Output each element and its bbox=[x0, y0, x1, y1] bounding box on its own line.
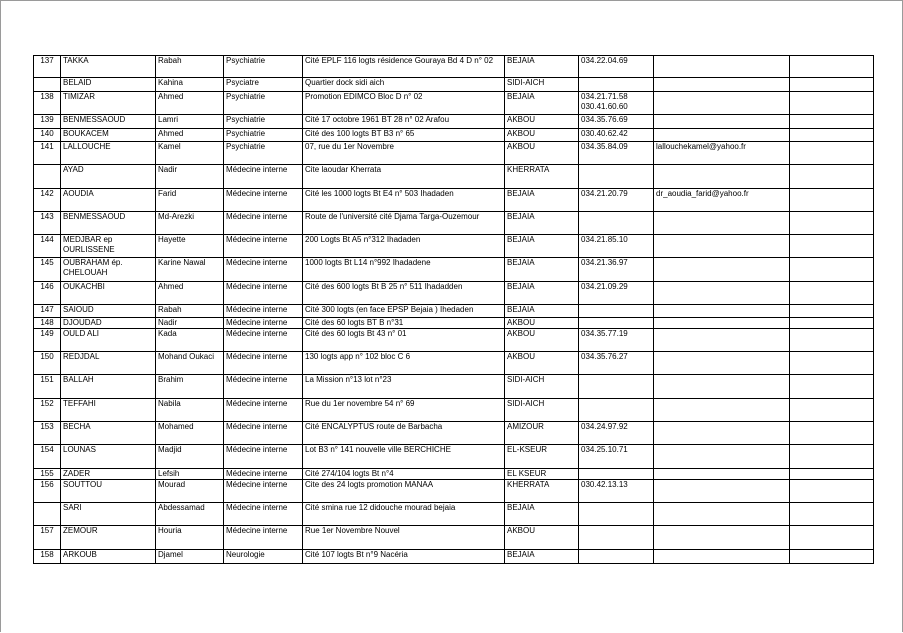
phone-primary: 034.21.20.79 bbox=[581, 189, 628, 198]
row-number-cell: 157 bbox=[34, 526, 61, 550]
email-cell bbox=[654, 115, 790, 129]
empty-cell-cell bbox=[790, 422, 874, 445]
specialty-cell: Médecine interne bbox=[224, 189, 303, 212]
first-name-cell: Lefsih bbox=[156, 469, 224, 480]
address-cell: Rue du 1er novembre 54 n° 69 bbox=[303, 399, 505, 422]
email-cell bbox=[654, 329, 790, 352]
row-number-cell: 147 bbox=[34, 305, 61, 318]
email-cell bbox=[654, 92, 790, 115]
email-cell bbox=[654, 305, 790, 318]
table-row bbox=[34, 550, 874, 564]
row-number-cell: 141 bbox=[34, 142, 61, 165]
row-number-cell: 153 bbox=[34, 422, 61, 445]
address-cell: Promotion EDIMCO Bloc D n° 02 bbox=[303, 92, 505, 115]
city-cell: BEJAIA bbox=[505, 235, 579, 258]
email-cell bbox=[654, 56, 790, 78]
phone-primary: 034.35.76.27 bbox=[581, 352, 628, 361]
table-row bbox=[34, 92, 874, 115]
email-cell: dr_aoudia_farid@yahoo.fr bbox=[654, 189, 790, 212]
table-row bbox=[34, 375, 874, 399]
address-cell: Cité des 60 logts BT B n°31 bbox=[303, 318, 505, 329]
specialty-cell: Psychiatrie bbox=[224, 142, 303, 165]
address-cell: Cite des 24 logts promotion MANAA bbox=[303, 480, 505, 503]
table-row bbox=[34, 56, 874, 78]
table-row bbox=[34, 129, 874, 142]
city-cell: AKBOU bbox=[505, 129, 579, 142]
row-number-cell: 144 bbox=[34, 235, 61, 258]
first-name-cell: Abdessamad bbox=[156, 503, 224, 526]
table-row bbox=[34, 480, 874, 503]
phone-cell bbox=[579, 129, 654, 142]
address-cell: Cité les 1000 logts Bt E4 n° 503 Ihadaden bbox=[303, 189, 505, 212]
row-number-cell: 150 bbox=[34, 352, 61, 375]
address-cell: Lot B3 n° 141 nouvelle ville BERCHICHE bbox=[303, 445, 505, 469]
address-cell: 200 Logts Bt A5 n°312 Ihadaden bbox=[303, 235, 505, 258]
row-number-cell: 138 bbox=[34, 92, 61, 115]
last-name-cell: MEDJBAR ep OURLISSENE bbox=[61, 235, 156, 258]
phone-cell bbox=[579, 212, 654, 235]
table-row bbox=[34, 352, 874, 375]
empty-cell-cell bbox=[790, 165, 874, 189]
last-name-cell: OUKACHBI bbox=[61, 282, 156, 305]
phone-cell bbox=[579, 282, 654, 305]
row-number-cell: 149 bbox=[34, 329, 61, 352]
address-cell: 07, rue du 1er Novembre bbox=[303, 142, 505, 165]
first-name-cell: Lamri bbox=[156, 115, 224, 129]
city-cell: BEJAIA bbox=[505, 189, 579, 212]
empty-cell-cell bbox=[790, 56, 874, 78]
first-name-cell: Md-Arezki bbox=[156, 212, 224, 235]
email-cell bbox=[654, 422, 790, 445]
address-cell: Cité des 600 logts Bt B 25 n° 511 Ihadadden bbox=[303, 282, 505, 305]
last-name-cell: ZEMOUR bbox=[61, 526, 156, 550]
email-cell bbox=[654, 282, 790, 305]
city-cell: KHERRATA bbox=[505, 165, 579, 189]
first-name-cell: Farid bbox=[156, 189, 224, 212]
address-cell: Cite laoudar Kherrata bbox=[303, 165, 505, 189]
specialty-cell: Neurologie bbox=[224, 550, 303, 564]
city-cell: AKBOU bbox=[505, 142, 579, 165]
specialty-cell: Psyciatre bbox=[224, 78, 303, 92]
specialty-cell: Médecine interne bbox=[224, 165, 303, 189]
table-body bbox=[34, 56, 874, 564]
last-name-cell: BOUKACEM bbox=[61, 129, 156, 142]
first-name-cell: Rabah bbox=[156, 56, 224, 78]
email-cell bbox=[654, 352, 790, 375]
empty-cell-cell bbox=[790, 469, 874, 480]
empty-cell-cell bbox=[790, 329, 874, 352]
specialty-cell: Médecine interne bbox=[224, 212, 303, 235]
first-name-cell: Nabila bbox=[156, 399, 224, 422]
specialty-cell: Médecine interne bbox=[224, 422, 303, 445]
specialty-cell: Médecine interne bbox=[224, 469, 303, 480]
last-name-cell: TEFFAHI bbox=[61, 399, 156, 422]
email-cell bbox=[654, 399, 790, 422]
address-cell: Cité smina rue 12 didouche mourad bejaia bbox=[303, 503, 505, 526]
phone-cell bbox=[579, 56, 654, 78]
address-cell: Quartier dock sidi aich bbox=[303, 78, 505, 92]
phone-cell bbox=[579, 189, 654, 212]
city-cell: KHERRATA bbox=[505, 480, 579, 503]
table-row bbox=[34, 235, 874, 258]
row-number-cell bbox=[34, 78, 61, 92]
email-cell bbox=[654, 375, 790, 399]
phone-primary: 034.24.97.92 bbox=[581, 422, 628, 431]
row-number-cell bbox=[34, 503, 61, 526]
empty-cell-cell bbox=[790, 375, 874, 399]
empty-cell-cell bbox=[790, 305, 874, 318]
specialty-cell: Psychiatrie bbox=[224, 56, 303, 78]
table-row bbox=[34, 503, 874, 526]
first-name-cell: Ahmed bbox=[156, 92, 224, 115]
specialty-cell: Psychiatrie bbox=[224, 115, 303, 129]
city-cell: BEJAIA bbox=[505, 503, 579, 526]
row-number-cell: 139 bbox=[34, 115, 61, 129]
email-cell bbox=[654, 212, 790, 235]
last-name-cell: BELAID bbox=[61, 78, 156, 92]
phone-primary: 030.40.62.42 bbox=[581, 129, 628, 138]
last-name-cell: BECHA bbox=[61, 422, 156, 445]
empty-cell-cell bbox=[790, 129, 874, 142]
row-number-cell: 155 bbox=[34, 469, 61, 480]
city-cell: AKBOU bbox=[505, 352, 579, 375]
phone-cell bbox=[579, 235, 654, 258]
table-row bbox=[34, 399, 874, 422]
last-name-cell: REDJDAL bbox=[61, 352, 156, 375]
first-name-cell: Mohamed bbox=[156, 422, 224, 445]
phone-cell bbox=[579, 375, 654, 399]
last-name-cell: OULD ALI bbox=[61, 329, 156, 352]
row-number-cell bbox=[34, 165, 61, 189]
first-name-cell: Hayette bbox=[156, 235, 224, 258]
city-cell: BEJAIA bbox=[505, 92, 579, 115]
empty-cell-cell bbox=[790, 550, 874, 564]
row-number-cell: 152 bbox=[34, 399, 61, 422]
specialty-cell: Médecine interne bbox=[224, 329, 303, 352]
first-name-cell: Djamel bbox=[156, 550, 224, 564]
address-cell: Cité 107 logts Bt n°9 Nacéria bbox=[303, 550, 505, 564]
email-cell bbox=[654, 526, 790, 550]
specialty-cell: Psychiatrie bbox=[224, 92, 303, 115]
specialty-cell: Médecine interne bbox=[224, 445, 303, 469]
phone-cell bbox=[579, 503, 654, 526]
first-name-cell: Karine Nawal bbox=[156, 258, 224, 282]
specialty-cell: Médecine interne bbox=[224, 352, 303, 375]
address-cell: Cité ENCALYPTUS route de Barbacha bbox=[303, 422, 505, 445]
empty-cell-cell bbox=[790, 282, 874, 305]
first-name-cell: Mourad bbox=[156, 480, 224, 503]
last-name-cell: TIMIZAR bbox=[61, 92, 156, 115]
phone-primary: 030.42.13.13 bbox=[581, 480, 628, 489]
address-cell: 1000 logts Bt L14 n°992 Ihadadene bbox=[303, 258, 505, 282]
city-cell: AKBOU bbox=[505, 115, 579, 129]
specialty-cell: Médecine interne bbox=[224, 318, 303, 329]
table-row bbox=[34, 469, 874, 480]
empty-cell-cell bbox=[790, 212, 874, 235]
last-name-cell: BENMESSAOUD bbox=[61, 115, 156, 129]
city-cell: SIDI-AICH bbox=[505, 375, 579, 399]
city-cell: AKBOU bbox=[505, 526, 579, 550]
city-cell: BEJAIA bbox=[505, 258, 579, 282]
table-row bbox=[34, 445, 874, 469]
city-cell: AMIZOUR bbox=[505, 422, 579, 445]
last-name-cell: SOUTTOU bbox=[61, 480, 156, 503]
address-cell: Cité des 100 logts BT B3 n° 65 bbox=[303, 129, 505, 142]
phone-cell bbox=[579, 352, 654, 375]
specialty-cell: Médecine interne bbox=[224, 399, 303, 422]
phone-primary: 034.35.77.19 bbox=[581, 329, 628, 338]
specialty-cell: Médecine interne bbox=[224, 503, 303, 526]
first-name-cell: Mohand Oukaci bbox=[156, 352, 224, 375]
row-number-cell: 151 bbox=[34, 375, 61, 399]
last-name-cell: OUBRAHAM ép. CHELOUAH bbox=[61, 258, 156, 282]
phone-cell bbox=[579, 399, 654, 422]
empty-cell-cell bbox=[790, 258, 874, 282]
row-number-cell: 154 bbox=[34, 445, 61, 469]
email-cell bbox=[654, 469, 790, 480]
phone-cell bbox=[579, 78, 654, 92]
table-row bbox=[34, 258, 874, 282]
email-cell bbox=[654, 258, 790, 282]
first-name-cell: Nadir bbox=[156, 165, 224, 189]
specialty-cell: Médecine interne bbox=[224, 305, 303, 318]
address-cell: Cité EPLF 116 logts résidence Gouraya Bd 4 D n° 02 bbox=[303, 56, 505, 78]
table-row bbox=[34, 189, 874, 212]
row-number-cell: 142 bbox=[34, 189, 61, 212]
last-name-cell: ZADER bbox=[61, 469, 156, 480]
first-name-cell: Houria bbox=[156, 526, 224, 550]
phone-primary: 034.22.04.69 bbox=[581, 56, 628, 65]
first-name-cell: Kada bbox=[156, 329, 224, 352]
specialty-cell: Médecine interne bbox=[224, 282, 303, 305]
email-cell bbox=[654, 445, 790, 469]
last-name-cell: LOUNAS bbox=[61, 445, 156, 469]
empty-cell-cell bbox=[790, 115, 874, 129]
first-name-cell: Ahmed bbox=[156, 282, 224, 305]
email-cell bbox=[654, 318, 790, 329]
city-cell: AKBOU bbox=[505, 318, 579, 329]
table-row bbox=[34, 282, 874, 305]
address-cell: Route de l'université cité Djama Targa-Ouzemour bbox=[303, 212, 505, 235]
email-cell bbox=[654, 165, 790, 189]
row-number-cell: 158 bbox=[34, 550, 61, 564]
city-cell: EL-KSEUR bbox=[505, 445, 579, 469]
empty-cell-cell bbox=[790, 352, 874, 375]
city-cell: AKBOU bbox=[505, 329, 579, 352]
phone-cell bbox=[579, 329, 654, 352]
first-name-cell: Ahmed bbox=[156, 129, 224, 142]
row-number-cell: 137 bbox=[34, 56, 61, 78]
phone-cell bbox=[579, 445, 654, 469]
phone-primary: 034.25.10.71 bbox=[581, 445, 628, 454]
last-name-cell: AOUDIA bbox=[61, 189, 156, 212]
table-row bbox=[34, 142, 874, 165]
city-cell: BEJAIA bbox=[505, 550, 579, 564]
phone-primary: 034.21.85.10 bbox=[581, 235, 628, 244]
table-row bbox=[34, 165, 874, 189]
empty-cell-cell bbox=[790, 526, 874, 550]
phone-cell bbox=[579, 142, 654, 165]
phone-cell bbox=[579, 165, 654, 189]
last-name-cell: TAKKA bbox=[61, 56, 156, 78]
city-cell: BEJAIA bbox=[505, 305, 579, 318]
table-row bbox=[34, 305, 874, 318]
row-number-cell: 156 bbox=[34, 480, 61, 503]
last-name-cell: SAIOUD bbox=[61, 305, 156, 318]
table-row bbox=[34, 329, 874, 352]
empty-cell-cell bbox=[790, 78, 874, 92]
row-number-cell: 143 bbox=[34, 212, 61, 235]
address-cell: 130 logts app n° 102 bloc C 6 bbox=[303, 352, 505, 375]
city-cell: EL KSEUR bbox=[505, 469, 579, 480]
city-cell: SIDI-AICH bbox=[505, 78, 579, 92]
address-cell: Cité 274/104 logts Bt n°4 bbox=[303, 469, 505, 480]
city-cell: BEJAIA bbox=[505, 212, 579, 235]
empty-cell-cell bbox=[790, 235, 874, 258]
row-number-cell: 146 bbox=[34, 282, 61, 305]
table-row bbox=[34, 526, 874, 550]
phone-cell bbox=[579, 115, 654, 129]
specialty-cell: Médecine interne bbox=[224, 526, 303, 550]
phone-primary: 034.35.76.69 bbox=[581, 115, 628, 124]
last-name-cell: ARKOUB bbox=[61, 550, 156, 564]
phone-primary: 034.21.36.97 bbox=[581, 258, 628, 267]
first-name-cell: Madjid bbox=[156, 445, 224, 469]
last-name-cell: LALLOUCHE bbox=[61, 142, 156, 165]
empty-cell-cell bbox=[790, 142, 874, 165]
phone-cell bbox=[579, 258, 654, 282]
phone-cell bbox=[579, 469, 654, 480]
phone-cell bbox=[579, 550, 654, 564]
address-cell: Rue 1er Novembre Nouvel bbox=[303, 526, 505, 550]
specialty-cell: Psychiatrie bbox=[224, 129, 303, 142]
phone-secondary: 030.41.60.60 bbox=[581, 102, 628, 111]
table-row bbox=[34, 212, 874, 235]
last-name-cell: BALLAH bbox=[61, 375, 156, 399]
table-row bbox=[34, 318, 874, 329]
last-name-cell: DJOUDAD bbox=[61, 318, 156, 329]
city-cell: SIDI-AICH bbox=[505, 399, 579, 422]
last-name-cell: AYAD bbox=[61, 165, 156, 189]
specialty-cell: Médecine interne bbox=[224, 480, 303, 503]
empty-cell-cell bbox=[790, 503, 874, 526]
city-cell: BEJAIA bbox=[505, 56, 579, 78]
row-number-cell: 148 bbox=[34, 318, 61, 329]
doctors-table bbox=[33, 55, 874, 564]
empty-cell-cell bbox=[790, 92, 874, 115]
phone-cell bbox=[579, 480, 654, 503]
phone-cell bbox=[579, 92, 654, 115]
first-name-cell: Nadir bbox=[156, 318, 224, 329]
empty-cell-cell bbox=[790, 318, 874, 329]
phone-primary: 034.21.09.29 bbox=[581, 282, 628, 291]
phone-cell bbox=[579, 305, 654, 318]
email-cell bbox=[654, 480, 790, 503]
email-cell bbox=[654, 503, 790, 526]
address-cell: La Mission n°13 lot n°23 bbox=[303, 375, 505, 399]
specialty-cell: Médecine interne bbox=[224, 258, 303, 282]
row-number-cell: 140 bbox=[34, 129, 61, 142]
email-cell bbox=[654, 129, 790, 142]
table-row bbox=[34, 422, 874, 445]
first-name-cell: Kamel bbox=[156, 142, 224, 165]
first-name-cell: Brahim bbox=[156, 375, 224, 399]
last-name-cell: BENMESSAOUD bbox=[61, 212, 156, 235]
empty-cell-cell bbox=[790, 480, 874, 503]
first-name-cell: Kahina bbox=[156, 78, 224, 92]
email-cell: lallouchekamel@yahoo.fr bbox=[654, 142, 790, 165]
phone-cell bbox=[579, 318, 654, 329]
email-cell bbox=[654, 550, 790, 564]
address-cell: Cité 17 octobre 1961 BT 28 n° 02 Arafou bbox=[303, 115, 505, 129]
phone-primary: 034.35.84.09 bbox=[581, 142, 628, 151]
address-cell: Cité 300 logts (en face EPSP Bejaia ) Ihedaden bbox=[303, 305, 505, 318]
phone-cell bbox=[579, 422, 654, 445]
first-name-cell: Rabah bbox=[156, 305, 224, 318]
address-cell: Cité des 60 logts Bt 43 n° 01 bbox=[303, 329, 505, 352]
specialty-cell: Médecine interne bbox=[224, 235, 303, 258]
phone-primary: 034.21.71.58 bbox=[581, 92, 628, 101]
empty-cell-cell bbox=[790, 189, 874, 212]
row-number-cell: 145 bbox=[34, 258, 61, 282]
last-name-cell: SARI bbox=[61, 503, 156, 526]
city-cell: BEJAIA bbox=[505, 282, 579, 305]
empty-cell-cell bbox=[790, 399, 874, 422]
email-cell bbox=[654, 78, 790, 92]
email-cell bbox=[654, 235, 790, 258]
specialty-cell: Médecine interne bbox=[224, 375, 303, 399]
phone-cell bbox=[579, 526, 654, 550]
table-row bbox=[34, 115, 874, 129]
table-row bbox=[34, 78, 874, 92]
empty-cell-cell bbox=[790, 445, 874, 469]
